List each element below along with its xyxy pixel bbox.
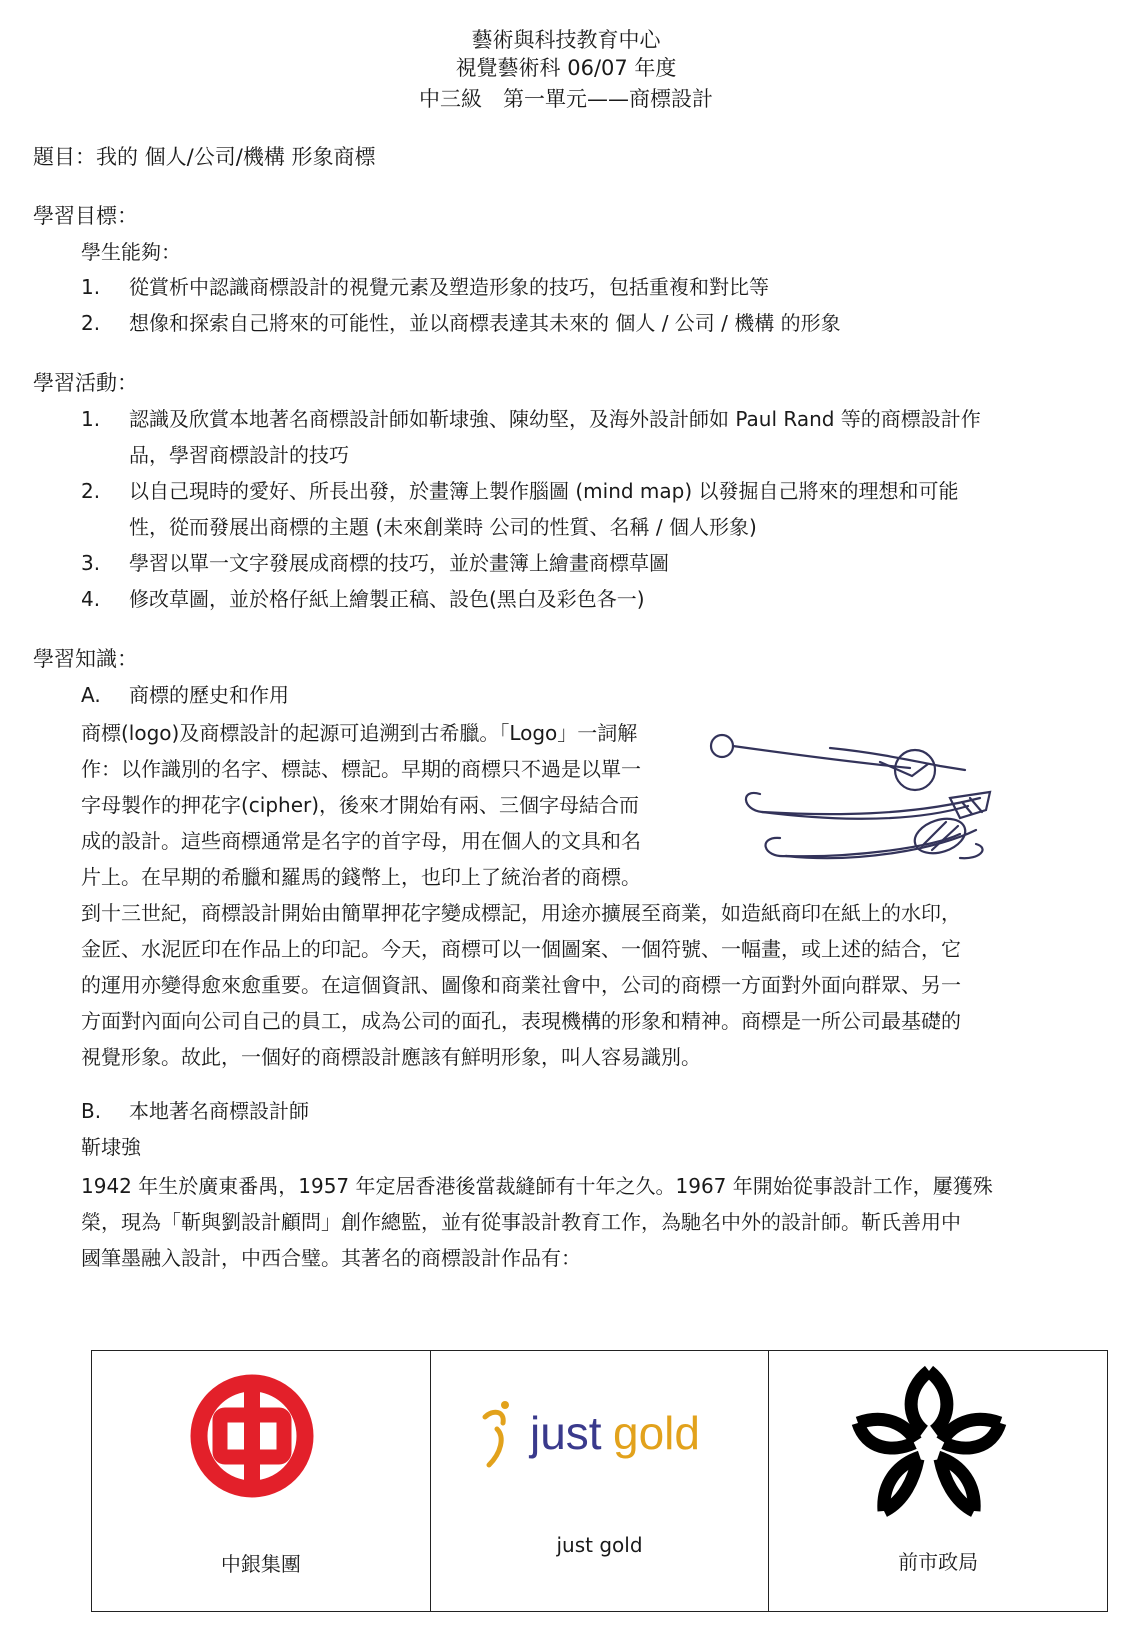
activity-item-2-cont: 性，從而發展出商標的主題 (未來創業時 公司的性質、名稱 / 個人形象): [129, 515, 757, 539]
section-a-line-1: 商標(logo)及商標設計的起源可追溯到古希臘。「Logo」一詞解: [81, 721, 638, 745]
cipher-pins-illustration: [700, 718, 1000, 888]
item-text: 以自己現時的愛好、所長出發，於畫簿上製作腦圖 (mind map) 以發掘自己將來的理想和可能: [129, 479, 959, 503]
section-label: A.: [81, 683, 101, 707]
objective-item-1: [81, 273, 769, 301]
activities-heading: 學習活動：: [33, 371, 138, 395]
item-number: 4.: [81, 587, 101, 611]
item-text: 認識及欣賞本地著名商標設計師如靳埭強、陳幼堅，及海外設計師如 Paul Rand 等的商標設計作: [129, 407, 981, 431]
section-b-line-1: 1942 年生於廣東番禺，1957 年定居香港後當裁縫師有十年之久。1967 年開始從事設計工作，屢獲殊: [81, 1174, 993, 1198]
section-a-line-3: 字母製作的押花字(cipher)，後來才開始有兩、三個字母結合而: [81, 793, 640, 817]
objectives-heading: 學習目標：: [33, 204, 138, 228]
logo-cell-urban-council: [769, 1351, 1107, 1611]
designer-name: 靳埭強: [81, 1135, 141, 1159]
justgold-logo-icon: [475, 1391, 715, 1481]
item-number: 2.: [81, 311, 101, 335]
logo-caption: 前市政局: [898, 1550, 979, 1574]
section-a-line-5: 片上。在早期的希臘和羅馬的錢幣上，也印上了統治者的商標。: [81, 865, 641, 889]
header-line-1: 藝術與科技教育中心: [471, 28, 661, 52]
activity-item-3: [81, 549, 669, 577]
section-a-line-7: 金匠、水泥匠印在作品上的印記。今天，商標可以一個圖案、一個符號、一幅畫，或上述的結合，它: [81, 937, 961, 961]
item-text: 修改草圖，並於格仔紙上繪製正稿、設色(黑白及彩色各一): [129, 587, 645, 611]
activity-item-2: [81, 477, 959, 505]
knowledge-heading: 學習知識：: [33, 647, 138, 671]
header-line-3: 中三級 第一單元——商標設計: [419, 87, 713, 111]
item-text: 想像和探索自己將來的可能性，並以商標表達其未來的 個人 / 公司 / 機構 的形象: [129, 311, 841, 335]
section-title: 本地著名商標設計師: [129, 1099, 309, 1123]
item-number: 1.: [81, 407, 101, 431]
section-a-line-2: 作：以作識別的名字、標誌、標記。早期的商標只不過是以單一: [81, 757, 641, 781]
section-label: B.: [81, 1099, 102, 1123]
item-text: 從賞析中認識商標設計的視覺元素及塑造形象的技巧，包括重複和對比等: [129, 275, 769, 299]
activity-item-1: [81, 405, 981, 433]
section-a-line-8: 的運用亦變得愈來愈重要。在這個資訊、圖像和商業社會中，公司的商標一方面對外面向群眾、另一: [81, 973, 961, 997]
logo-cell-boc: [92, 1351, 431, 1611]
activity-item-4: [81, 585, 645, 613]
logo-table: [91, 1350, 1108, 1612]
header-line-2: 視覺藝術科 06/07 年度: [455, 56, 677, 80]
item-number: 3.: [81, 551, 101, 575]
logo-caption: 中銀集團: [220, 1552, 301, 1576]
item-number: 2.: [81, 479, 101, 503]
item-number: 1.: [81, 275, 101, 299]
section-b-heading: [81, 1097, 309, 1125]
objective-item-2: [81, 309, 841, 337]
section-a-line-6: 到十三世紀，商標設計開始由簡單押花字變成標記，用途亦擴展至商業，如造紙商印在紙上的水印，: [81, 901, 961, 925]
wordmark-just: just: [529, 1407, 602, 1459]
logo-cell-justgold: [431, 1351, 770, 1611]
item-text: 學習以單一文字發展成商標的技巧，並於畫簿上繪畫商標草圖: [129, 551, 669, 575]
section-b-line-2: 榮，現為「靳與劉設計顧問」創作總監，並有從事設計教育工作，為馳名中外的設計師。靳氏善用中: [81, 1210, 961, 1234]
section-a-line-9: 方面對內面向公司自己的員工，成為公司的面孔，表現機構的形象和精神。商標是一所公司最基礎的: [81, 1009, 961, 1033]
objectives-intro: 學生能夠：: [81, 240, 181, 264]
bauhinia-logo-icon: [844, 1361, 1014, 1526]
topic-line: 題目：我的 個人/公司/機構 形象商標: [33, 145, 376, 169]
section-title: 商標的歷史和作用: [129, 683, 289, 707]
bank-of-china-logo-icon: [187, 1371, 317, 1501]
logo-caption: just gold: [556, 1533, 643, 1557]
wordmark-gold: gold: [612, 1407, 700, 1459]
section-b-line-3: 國筆墨融入設計，中西合璧。其著名的商標設計作品有：: [81, 1246, 581, 1270]
section-a-line-4: 成的設計。這些商標通常是名字的首字母，用在個人的文具和名: [81, 829, 641, 853]
activity-item-1-cont: 品，學習商標設計的技巧: [129, 443, 349, 467]
section-a-line-10: 視覺形象。故此，一個好的商標設計應該有鮮明形象，叫人容易識別。: [81, 1045, 701, 1069]
section-a-heading: [81, 681, 289, 709]
